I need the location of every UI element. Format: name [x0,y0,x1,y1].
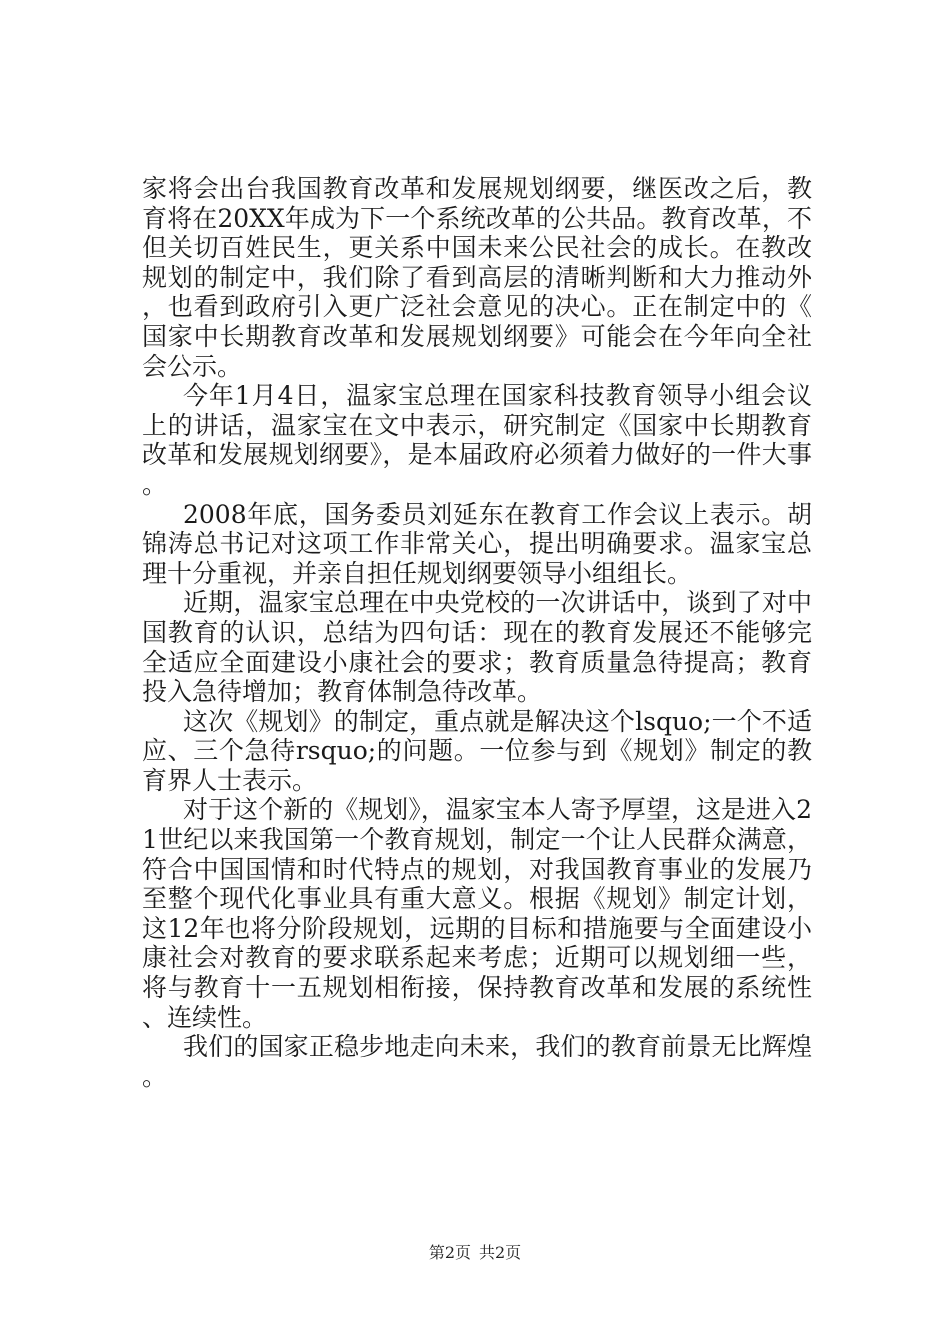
paragraph-plan-focus: 这次《规划》的制定，重点就是解决这个lsquo;一个不适应、三个急待rsquo;的问题。一位参与到《规划》制定的教育界人士表示。 [142,706,812,795]
paragraph-closing: 我们的国家正稳步地走向未来，我们的教育前景无比辉煌。 [142,1032,812,1091]
paragraph-premier-speech: 今年1月4日，温家宝总理在国家科技教育领导小组会议上的讲话，温家宝在文中表示，研究制定《国家中长期教育改革和发展规划纲要》，是本届政府必须着力做好的一件大事。 [142,381,812,499]
paragraph-education-conference: 2008年底，国务委员刘延东在教育工作会议上表示。胡锦涛总书记对这项工作非常关心，提出明确要求。温家宝总理十分重视，并亲自担任规划纲要领导小组组长。 [142,499,812,588]
paragraph-party-school-speech: 近期，温家宝总理在中央党校的一次讲话中，谈到了对中国教育的认识，总结为四句话：现在的教育发展还不能够完全适应全面建设小康社会的要求；教育质量急待提高；教育投入急待增加；教育体制急待改革。 [142,588,812,707]
page-footer [0,1242,950,1264]
document-body [142,174,812,1091]
page-total: 共2页 [479,1243,522,1262]
paragraph-continued: 家将会出台我国教育改革和发展规划纲要，继医改之后，教育将在20XX年成为下一个系统改革的公共品。教育改革，不但关切百姓民生，更关系中国未来公民社会的成长。在教改规划的制定中，我们除了看到高层的清晰判断和大力推动外，也看到政府引入更广泛社会意见的决心。正在制定中的《国家中长期教育改革和发展规划纲要》可能会在今年向全社会公示。 [142,174,812,381]
paragraph-plan-significance: 对于这个新的《规划》，温家宝本人寄予厚望，这是进入21世纪以来我国第一个教育规划，制定一个让人民群众满意，符合中国国情和时代特点的规划，对我国教育事业的发展乃至整个现代化事业具有重大意义。根据《规划》制定计划，这12年也将分阶段规划，远期的目标和措施要与全面建设小康社会对教育的要求联系起来考虑；近期可以规划细一些，将与教育十一五规划相衔接，保持教育改革和发展的系统性、连续性。 [142,795,812,1032]
page-number: 第2页 [428,1243,471,1262]
